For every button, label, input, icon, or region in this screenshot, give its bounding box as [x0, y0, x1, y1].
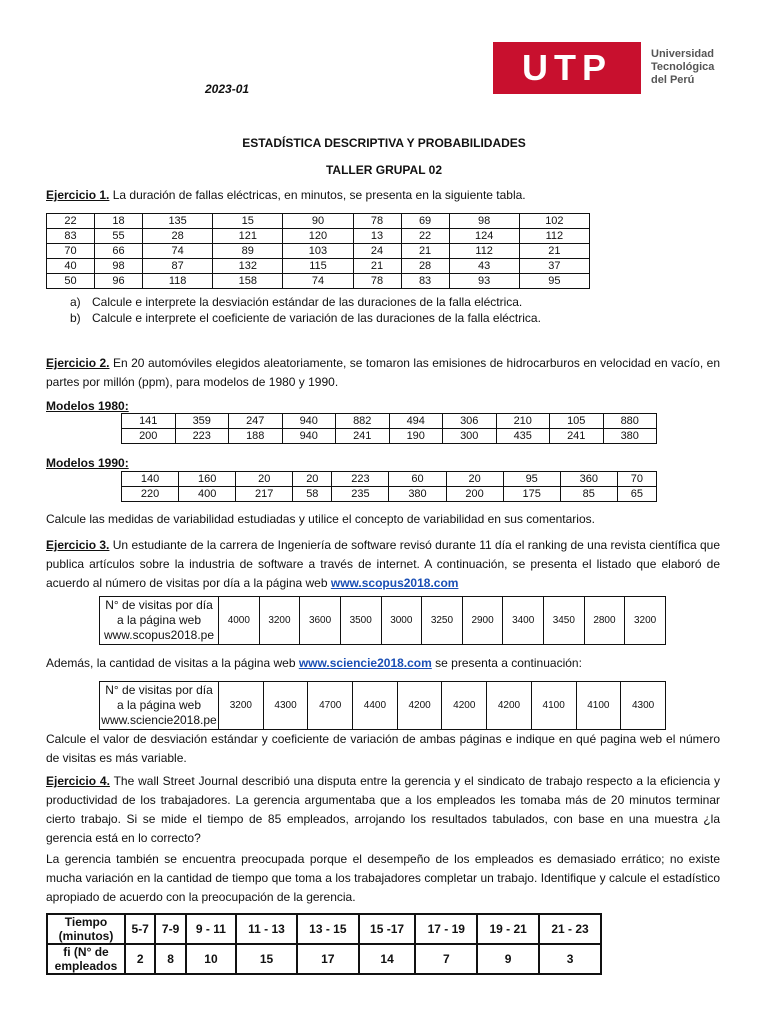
- table-cell: 24: [353, 244, 401, 259]
- table-cell: 58: [293, 487, 332, 502]
- table-cell: 21: [353, 259, 401, 274]
- table-cell: 18: [95, 214, 143, 229]
- table-cell: 9 - 11: [186, 914, 236, 944]
- table-cell: 5-7: [125, 914, 155, 944]
- table-cell: 3500: [340, 597, 381, 645]
- table-cell: 235: [332, 487, 389, 502]
- table-cell: 241: [550, 429, 604, 444]
- ex2-closing: Calcule las medidas de variabilidad estudiadas y utilice el concepto de variabilidad en sus comentarios.: [46, 512, 595, 526]
- course-title: ESTADÍSTICA DESCRIPTIVA Y PROBABILIDADES: [242, 136, 526, 150]
- table-cell: 96: [95, 274, 143, 289]
- table-cell: 87: [143, 259, 213, 274]
- table-cell: 20: [236, 472, 293, 487]
- table-cell: 940: [282, 414, 336, 429]
- table-cell: 141: [122, 414, 176, 429]
- table-cell: 21 - 23: [539, 914, 601, 944]
- utp-logo: [493, 42, 725, 94]
- table-cell: 306: [443, 414, 497, 429]
- table-row: [122, 429, 657, 444]
- table-cell: 160: [179, 472, 236, 487]
- table-cell: 120: [283, 229, 353, 244]
- table-cell: 83: [47, 229, 95, 244]
- table-row: [47, 244, 590, 259]
- table-cell: 4200: [442, 682, 487, 730]
- ex1-label: Ejercicio 1.: [46, 188, 110, 202]
- table-cell: 83: [401, 274, 449, 289]
- logo-university-name: Universidad Tecnológica del Perú: [651, 48, 715, 86]
- models-1980-table: [121, 413, 657, 444]
- table-cell: 223: [175, 429, 229, 444]
- table-cell: 85: [560, 487, 617, 502]
- table-cell: 98: [449, 214, 519, 229]
- ex3-label: Ejercicio 3.: [46, 538, 110, 552]
- ex4-paragraph-2: La gerencia también se encuentra preocupada porque el desempeño de los empleados es demasiado errático; no existe mucha variación en la cantidad de tiempo que toma a los trabajadores completar un trabajo. Identifique y calcule el estadístico apropiado de acuerdo con la preocupación de la gerencia.: [46, 852, 720, 904]
- ex1-intro: Ejercicio 1. La duración de fallas eléctricas, en minutos, se presenta en la siguiente tabla.: [46, 188, 526, 202]
- scopus-link[interactable]: www.scopus2018.com: [330, 576, 459, 590]
- table-cell: 380: [389, 487, 446, 502]
- table-cell: 74: [143, 244, 213, 259]
- table-cell: 4400: [353, 682, 398, 730]
- table-cell: 43: [449, 259, 519, 274]
- table-cell: 60: [389, 472, 446, 487]
- table-cell: 40: [47, 259, 95, 274]
- table-row: [47, 914, 601, 944]
- table-cell: 66: [95, 244, 143, 259]
- table-cell: 175: [503, 487, 560, 502]
- table-cell: 135: [143, 214, 213, 229]
- table-cell: 247: [229, 414, 283, 429]
- table-cell: 21: [519, 244, 589, 259]
- table-cell: 200: [122, 429, 176, 444]
- table-cell: 435: [496, 429, 550, 444]
- table-cell: 17 - 19: [415, 914, 477, 944]
- ex2-intro: Ejercicio 2. En 20 automóviles elegidos aleatoriamente, se tomaron las emisiones de hidrocarburos en velocidad en vacío, en partes por millón (ppm), para modelos de 1980 y 1990.: [46, 356, 720, 389]
- table-cell: 112: [519, 229, 589, 244]
- table-cell: 882: [336, 414, 390, 429]
- table-cell: 360: [560, 472, 617, 487]
- table-cell: 124: [449, 229, 519, 244]
- ex1-items: [70, 294, 730, 326]
- table-header-cell: N° de visitas por día a la página web www.sciencie2018.pe: [100, 682, 219, 730]
- table-row: [47, 259, 590, 274]
- table-cell: 3200: [219, 682, 264, 730]
- table-cell: 21: [401, 244, 449, 259]
- list-item: b) Calcule e interprete el coeficiente de variación de las duraciones de la falla eléctrica.: [70, 311, 541, 325]
- ex2-label: Ejercicio 2.: [46, 356, 110, 370]
- table-cell: 50: [47, 274, 95, 289]
- table-cell: 4200: [397, 682, 442, 730]
- table-cell: 95: [519, 274, 589, 289]
- table-row: [47, 229, 590, 244]
- table-cell: 188: [229, 429, 283, 444]
- table-cell: 400: [179, 487, 236, 502]
- table-cell: 9: [477, 944, 539, 974]
- table-cell: 494: [389, 414, 443, 429]
- table-row: [47, 944, 601, 974]
- table-cell: 158: [213, 274, 283, 289]
- table-cell: 22: [47, 214, 95, 229]
- table-header-cell: fi (N° de empleados: [47, 944, 125, 974]
- table-cell: 132: [213, 259, 283, 274]
- table-cell: 14: [359, 944, 416, 974]
- table-header-cell: N° de visitas por día a la página web www.scopus2018.pe: [100, 597, 219, 645]
- table-cell: 2800: [584, 597, 625, 645]
- table-cell: 19 - 21: [477, 914, 539, 944]
- table-header-cell: Tiempo (minutos): [47, 914, 125, 944]
- table-cell: 3250: [422, 597, 463, 645]
- table-cell: 217: [236, 487, 293, 502]
- semester-label: 2023-01: [205, 82, 250, 96]
- table-cell: 2: [125, 944, 155, 974]
- table-row: [122, 487, 657, 502]
- table-cell: 105: [550, 414, 604, 429]
- table-cell: 10: [186, 944, 236, 974]
- table-row: [122, 414, 657, 429]
- table-cell: 8: [155, 944, 185, 974]
- table-row: [100, 682, 666, 730]
- table-cell: 95: [503, 472, 560, 487]
- scopus-visits-table: [99, 596, 666, 645]
- sciencie-visits-table: [99, 681, 666, 730]
- table-cell: 4000: [219, 597, 260, 645]
- models-1990-label: Modelos 1990:: [46, 456, 129, 470]
- table-cell: 118: [143, 274, 213, 289]
- table-cell: 37: [519, 259, 589, 274]
- models-1980-label: Modelos 1980:: [46, 399, 129, 413]
- table-row: [122, 472, 657, 487]
- table-cell: 15: [236, 944, 297, 974]
- table-cell: 69: [401, 214, 449, 229]
- table-cell: 20: [293, 472, 332, 487]
- table-cell: 4100: [576, 682, 621, 730]
- ex4-label: Ejercicio 4.: [46, 774, 110, 788]
- table-cell: 4300: [621, 682, 666, 730]
- table-cell: 65: [617, 487, 656, 502]
- table-cell: 4100: [531, 682, 576, 730]
- table-cell: 4300: [263, 682, 308, 730]
- table-cell: 15: [213, 214, 283, 229]
- logo-letters: UTP: [493, 42, 641, 94]
- table-cell: 380: [603, 429, 657, 444]
- table-cell: 220: [122, 487, 179, 502]
- table-cell: 190: [389, 429, 443, 444]
- table-cell: 3450: [544, 597, 585, 645]
- table-cell: 78: [353, 214, 401, 229]
- ex3-closing: Calcule el valor de desviación estándar y coeficiente de variación de ambas páginas e indique en qué pagina web el número de visitas es más variable.: [46, 732, 720, 765]
- table-cell: 112: [449, 244, 519, 259]
- list-item: a) Calcule e interprete la desviación estándar de las duraciones de la falla eléctrica.: [70, 295, 523, 309]
- ex3-intro: Ejercicio 3. Un estudiante de la carrera de Ingeniería de software revisó durante 11 día el ranking de una revista científica que publica artículos sobre la industria de software a través de internet. A continuación, se presenta el listado que elaboró de acuerdo al número de visitas por día a la página web www.scopus2018.com: [46, 538, 720, 590]
- table-cell: 15 -17: [359, 914, 416, 944]
- table-cell: 70: [47, 244, 95, 259]
- table-row: [100, 597, 666, 645]
- models-1990-table: [121, 471, 657, 502]
- table-row: [47, 274, 590, 289]
- ex4-intro: Ejercicio 4. The wall Street Journal describió una disputa entre la gerencia y el sindicato de trabajo respecto a la eficiencia y productividad de los trabajadores. La gerencia argumentaba que a los empleados les tomaba más de 20 minutos terminar cierto trabajo. Si se mide el tiempo de 85 empleados, arrojando los resultados tabulados, con base en una muestra ¿la gerencia está en lo correcto?: [46, 774, 720, 845]
- table-row: [47, 214, 590, 229]
- table-cell: 115: [283, 259, 353, 274]
- table-cell: 300: [443, 429, 497, 444]
- table-cell: 102: [519, 214, 589, 229]
- table-cell: 3600: [300, 597, 341, 645]
- table-cell: 13: [353, 229, 401, 244]
- table-cell: 90: [283, 214, 353, 229]
- table-cell: 93: [449, 274, 519, 289]
- table-cell: 4700: [308, 682, 353, 730]
- table-cell: 7-9: [155, 914, 185, 944]
- sciencie-link[interactable]: www.sciencie2018.com: [298, 656, 432, 670]
- table-cell: 3000: [381, 597, 422, 645]
- table-cell: 98: [95, 259, 143, 274]
- table-cell: 940: [282, 429, 336, 444]
- table-cell: 359: [175, 414, 229, 429]
- table-cell: 3: [539, 944, 601, 974]
- table-cell: 11 - 13: [236, 914, 297, 944]
- table-cell: 17: [297, 944, 359, 974]
- table-cell: 3200: [625, 597, 666, 645]
- ex3-middle: Además, la cantidad de visitas a la página web www.sciencie2018.com se presenta a continuación:: [46, 656, 582, 670]
- table-cell: 241: [336, 429, 390, 444]
- table-cell: 880: [603, 414, 657, 429]
- table-cell: 3400: [503, 597, 544, 645]
- table-cell: 140: [122, 472, 179, 487]
- table-cell: 70: [617, 472, 656, 487]
- table-cell: 20: [446, 472, 503, 487]
- workshop-title: TALLER GRUPAL 02: [325, 163, 442, 177]
- table-cell: 200: [446, 487, 503, 502]
- table-cell: 121: [213, 229, 283, 244]
- table-cell: 4200: [487, 682, 532, 730]
- table-cell: 22: [401, 229, 449, 244]
- ex1-table: [46, 213, 590, 289]
- table-cell: 78: [353, 274, 401, 289]
- table-cell: 103: [283, 244, 353, 259]
- table-cell: 74: [283, 274, 353, 289]
- table-cell: 7: [415, 944, 477, 974]
- table-cell: 13 - 15: [297, 914, 359, 944]
- table-cell: 2900: [462, 597, 503, 645]
- table-cell: 55: [95, 229, 143, 244]
- table-cell: 223: [332, 472, 389, 487]
- table-cell: 89: [213, 244, 283, 259]
- table-cell: 28: [143, 229, 213, 244]
- table-cell: 28: [401, 259, 449, 274]
- table-cell: 210: [496, 414, 550, 429]
- ex4-frequency-table: [46, 913, 602, 975]
- table-cell: 3200: [259, 597, 300, 645]
